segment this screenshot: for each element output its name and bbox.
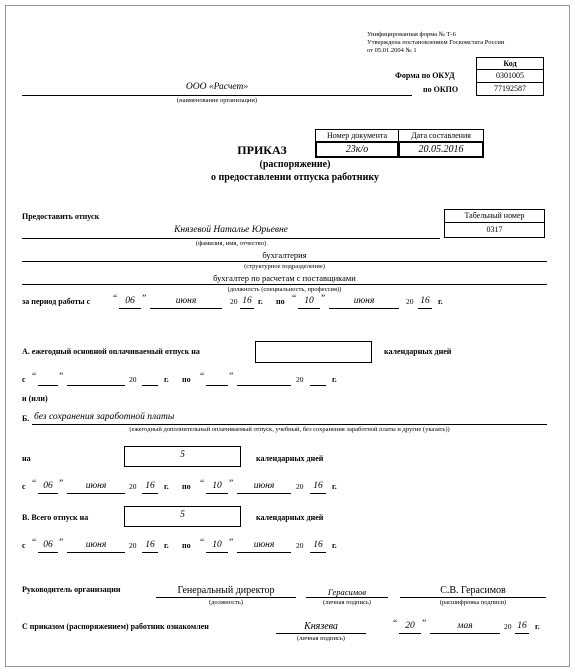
doc-date-header: Дата составления <box>398 129 484 142</box>
grant-label: Предоставить отпуск <box>22 212 100 221</box>
okpo-label: по ОКПО <box>423 85 459 94</box>
section-a-from-quote-close: ” <box>59 372 64 382</box>
head-position: Генеральный директор <box>177 585 275 596</box>
period-from-year-line <box>240 308 254 309</box>
section-b-to-day: 10 <box>212 481 222 491</box>
section-a-from-year-line <box>142 385 158 386</box>
employee-name: Князевой Наталье Юрьевне <box>174 225 288 235</box>
section-v-from-quote-close: ” <box>59 538 64 548</box>
section-a-po: по <box>182 375 191 384</box>
section-b-from-year: 16 <box>145 481 155 491</box>
ack-year-line <box>515 633 529 634</box>
position-line <box>22 284 547 285</box>
section-b-from-year-prefix: 20 <box>129 482 137 491</box>
doc-number-header: Номер документа <box>315 129 399 142</box>
section-a-to-g: г. <box>332 375 337 384</box>
section-v-to-month: июня <box>253 540 275 550</box>
section-b-to-month: июня <box>253 481 275 491</box>
section-b-to-quote-close: ” <box>229 479 234 489</box>
section-b-from-day-line <box>38 493 58 494</box>
head-position-line <box>156 597 296 598</box>
section-v-days: 5 <box>180 510 185 520</box>
ack-quote-close: ” <box>422 619 427 629</box>
section-b-type: без сохранения заработной платы <box>34 412 175 422</box>
section-b-from-year-line <box>142 493 158 494</box>
section-v-to-g: г. <box>332 541 337 550</box>
section-b-s: с <box>22 482 26 491</box>
section-v-from-month: июня <box>85 540 107 550</box>
section-a-from-year-prefix: 20 <box>129 375 137 384</box>
employee-name-line <box>22 238 440 239</box>
okud-label: Форма по ОКУД <box>395 71 455 80</box>
section-a-label: А. ежегодный основной оплачиваемый отпуск на <box>22 347 200 356</box>
section-a-to-year-line <box>310 385 326 386</box>
section-b-to-quote-open: “ <box>200 479 205 489</box>
ack-month: мая <box>457 621 473 631</box>
section-b-to-year: 16 <box>313 481 323 491</box>
section-b-po: по <box>182 482 191 491</box>
order-purpose: о предоставлении отпуска работнику <box>211 172 379 183</box>
ack-year: 16 <box>517 621 527 631</box>
head-label: Руководитель организации <box>22 585 121 594</box>
period-from-month-line <box>150 308 222 309</box>
period-po: по <box>276 297 285 306</box>
section-b-from-month: июня <box>85 481 107 491</box>
section-b-to-day-line <box>206 493 228 494</box>
section-b-label: Б. <box>22 414 30 423</box>
form-line-1: Унифицированная форма № Т-6 <box>367 31 456 38</box>
section-v-to-quote-close: ” <box>229 538 234 548</box>
position-hint: (должность (специальность, профессия)) <box>227 286 342 293</box>
section-b-type-hint: (ежегодный дополнительный оплачиваемый отпуск, учебный, без сохранения заработной платы и другие (указать)) <box>129 426 450 433</box>
department-hint: (структурное подразделение) <box>244 263 325 270</box>
section-a-from-day-line <box>38 385 58 386</box>
section-v-from-g: г. <box>164 541 169 550</box>
head-signature-hint: (личная подпись) <box>323 599 371 606</box>
section-v-to-year-prefix: 20 <box>296 541 304 550</box>
ack-day: 20 <box>405 621 415 631</box>
okpo-value: 77192587 <box>476 82 544 96</box>
period-to-month-line <box>329 308 399 309</box>
section-a-to-quote-close: ” <box>229 372 234 382</box>
section-v-to-quote-open: “ <box>200 538 205 548</box>
ack-year-prefix: 20 <box>504 622 512 631</box>
organization-line <box>22 95 412 96</box>
position: бухгалтер по расчетам с поставщиками <box>213 273 356 283</box>
section-v-po: по <box>182 541 191 550</box>
tab-number: 0317 <box>444 222 545 238</box>
section-a-s: с <box>22 375 26 384</box>
section-v-from-day-line <box>38 552 58 553</box>
order-subtitle: (распоряжение) <box>259 159 331 170</box>
section-v-to-day: 10 <box>212 540 222 550</box>
period-from-quote-open: “ <box>113 294 118 304</box>
head-name-hint: (расшифровка подписи) <box>439 599 507 606</box>
section-b-from-month-line <box>67 493 125 494</box>
head-signature-line <box>306 597 388 598</box>
section-a-from-g: г. <box>164 375 169 384</box>
ack-month-line <box>430 633 500 634</box>
organization-name: ООО «Расчет» <box>185 82 249 92</box>
section-b-to-g: г. <box>332 482 337 491</box>
okud-value: 0301005 <box>476 69 544 83</box>
doc-date: 20.05.2016 <box>398 141 484 158</box>
period-to-day: 10 <box>304 296 314 306</box>
kod-header: Код <box>476 57 544 70</box>
period-to-quote-close: ” <box>321 294 326 304</box>
section-a-days-box <box>255 341 372 363</box>
section-v-to-day-line <box>206 552 228 553</box>
section-a-to-year-prefix: 20 <box>296 375 304 384</box>
section-a-to-day-line <box>206 385 228 386</box>
form-line-2: Утверждена постановлением Госкомстата России <box>367 39 505 46</box>
ack-signature: Князева <box>304 621 338 632</box>
section-b-from-day: 06 <box>43 481 53 491</box>
period-to-year: 16 <box>420 296 430 306</box>
section-b-na: на <box>22 454 31 463</box>
head-position-hint: (должность) <box>208 599 244 606</box>
section-a-days-label: календарных дней <box>384 347 452 356</box>
head-name: С.В. Герасимов <box>440 585 506 596</box>
section-v-s: с <box>22 541 26 550</box>
section-v-from-day: 06 <box>43 540 53 550</box>
section-b-type-line <box>32 424 547 425</box>
section-b-from-g: г. <box>164 482 169 491</box>
doc-number: 23к/о <box>315 141 399 158</box>
period-to-year-line <box>418 308 432 309</box>
ack-signature-hint: (личная подпись) <box>297 635 345 642</box>
ack-day-line <box>399 633 421 634</box>
ack-g: г. <box>535 622 540 631</box>
ack-signature-line <box>276 633 366 634</box>
period-to-month: июня <box>353 296 375 306</box>
head-name-line <box>400 597 546 598</box>
section-v-to-month-line <box>237 552 291 553</box>
department: бухгалтерия <box>262 250 307 260</box>
order-title: ПРИКАЗ <box>237 143 287 157</box>
section-v-to-year: 16 <box>313 540 323 550</box>
period-to-g: г. <box>438 297 443 306</box>
section-v-from-month-line <box>67 552 125 553</box>
period-from-g: г. <box>258 297 263 306</box>
section-a-to-quote-open: “ <box>200 372 205 382</box>
section-b-from-quote-close: ” <box>59 479 64 489</box>
employee-name-hint: (фамилия, имя, отчество) <box>195 240 267 247</box>
section-v-from-quote-open: “ <box>32 538 37 548</box>
period-from-quote-close: ” <box>142 294 147 304</box>
period-label: за период работы с <box>22 297 91 306</box>
form-line-3: от 05.01.2004 № 1 <box>367 47 417 54</box>
period-from-day-line <box>119 308 141 309</box>
section-a-from-month-line <box>67 385 125 386</box>
section-v-from-year: 16 <box>145 540 155 550</box>
period-from-month: июня <box>175 296 197 306</box>
section-v-days-label: календарных дней <box>256 513 324 522</box>
section-b-from-quote-open: “ <box>32 479 37 489</box>
department-line <box>22 261 547 262</box>
tab-number-header: Табельный номер <box>444 209 545 223</box>
section-b-to-month-line <box>237 493 291 494</box>
section-b-to-year-prefix: 20 <box>296 482 304 491</box>
section-b-days-label: календарных дней <box>256 454 324 463</box>
section-v-label: В. Всего отпуск на <box>22 513 89 522</box>
section-a-from-quote-open: “ <box>32 372 37 382</box>
head-signature: Герасимов <box>327 587 367 597</box>
section-b-to-year-line <box>310 493 326 494</box>
ack-label: С приказом (распоряжением) работник ознакомлен <box>22 622 209 631</box>
period-to-day-line <box>298 308 320 309</box>
period-from-year-prefix: 20 <box>230 297 238 306</box>
section-v-from-year-line <box>142 552 158 553</box>
section-v-to-year-line <box>310 552 326 553</box>
organization-hint: (наименование организации) <box>176 97 258 104</box>
section-v-from-year-prefix: 20 <box>129 541 137 550</box>
period-from-day: 06 <box>125 296 135 306</box>
and-or-label: и (или) <box>22 394 48 403</box>
section-b-days: 5 <box>180 450 185 460</box>
period-to-quote-open: “ <box>292 294 297 304</box>
period-from-year: 16 <box>242 296 252 306</box>
section-a-to-month-line <box>237 385 291 386</box>
period-to-year-prefix: 20 <box>406 297 414 306</box>
ack-quote-open: “ <box>393 619 398 629</box>
